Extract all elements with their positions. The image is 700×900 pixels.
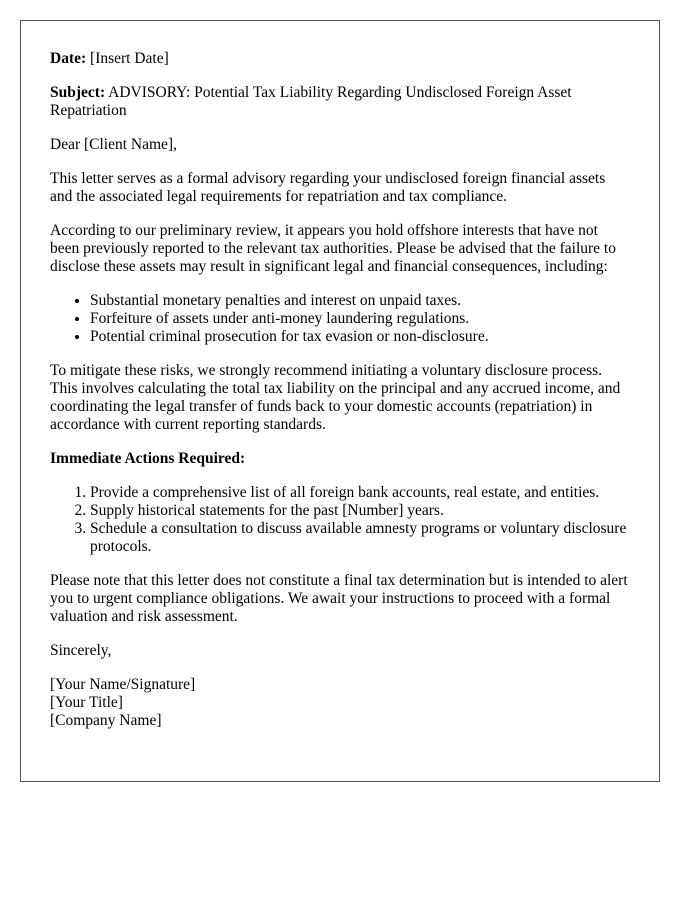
salutation: Dear [Client Name],: [50, 136, 177, 153]
signoff: Sincerely,: [50, 642, 112, 659]
signature-title: [Your Title]: [50, 694, 123, 711]
signature-name: [Your Name/Signature]: [50, 676, 196, 693]
date-line: [50, 50, 631, 68]
list-item: 1. Provide a comprehensive list of all foreign bank accounts, real estate, and entities.: [90, 484, 631, 502]
date-label: Date:: [50, 50, 87, 67]
mitigate-paragraph: To mitigate these risks, we strongly recommend initiating a voluntary disclosure process. This involves calculating the total tax liability on the principal and any accrued income, and coordinating the legal transfer of funds back to your domestic accounts (repatriation) in accordance with current reporting standards.: [50, 362, 621, 433]
list-item: 2. Supply historical statements for the past [Number] years.: [90, 502, 631, 520]
intro-paragraph: This letter serves as a formal advisory regarding your undisclosed foreign financial assets and the associated legal requirements for repatriation and tax compliance.: [50, 170, 606, 205]
consequences-list: [50, 292, 631, 346]
review-paragraph: According to our preliminary review, it appears you hold offshore interests that have not been previously reported to the relevant tax authorities. Please be advised that the failure to disclose these assets may result in significant legal and financial consequences, including:: [50, 222, 616, 275]
signature-block: [50, 676, 631, 730]
actions-heading-text: Immediate Actions Required:: [50, 450, 246, 467]
list-item: • Forfeiture of assets under anti-money laundering regulations.: [90, 310, 631, 328]
date-value: [Insert Date]: [90, 50, 169, 67]
list-item: 3. Schedule a consultation to discuss available amnesty programs or voluntary disclosure protocols.: [90, 520, 631, 556]
subject-label: Subject:: [50, 84, 106, 101]
advisory-letter: [20, 20, 660, 782]
subject-value: ADVISORY: Potential Tax Liability Regarding Undisclosed Foreign Asset Repatriation: [50, 84, 572, 119]
list-item: • Substantial monetary penalties and interest on unpaid taxes.: [90, 292, 631, 310]
subject-line: [50, 84, 631, 120]
actions-list: [50, 484, 631, 556]
closing-paragraph: Please note that this letter does not constitute a final tax determination but is intended to alert you to urgent compliance obligations. We await your instructions to proceed with a formal valuation and risk assessment.: [50, 572, 628, 625]
signature-company: [Company Name]: [50, 712, 162, 729]
list-item: • Potential criminal prosecution for tax evasion or non-disclosure.: [90, 328, 631, 346]
actions-heading: [50, 450, 631, 468]
